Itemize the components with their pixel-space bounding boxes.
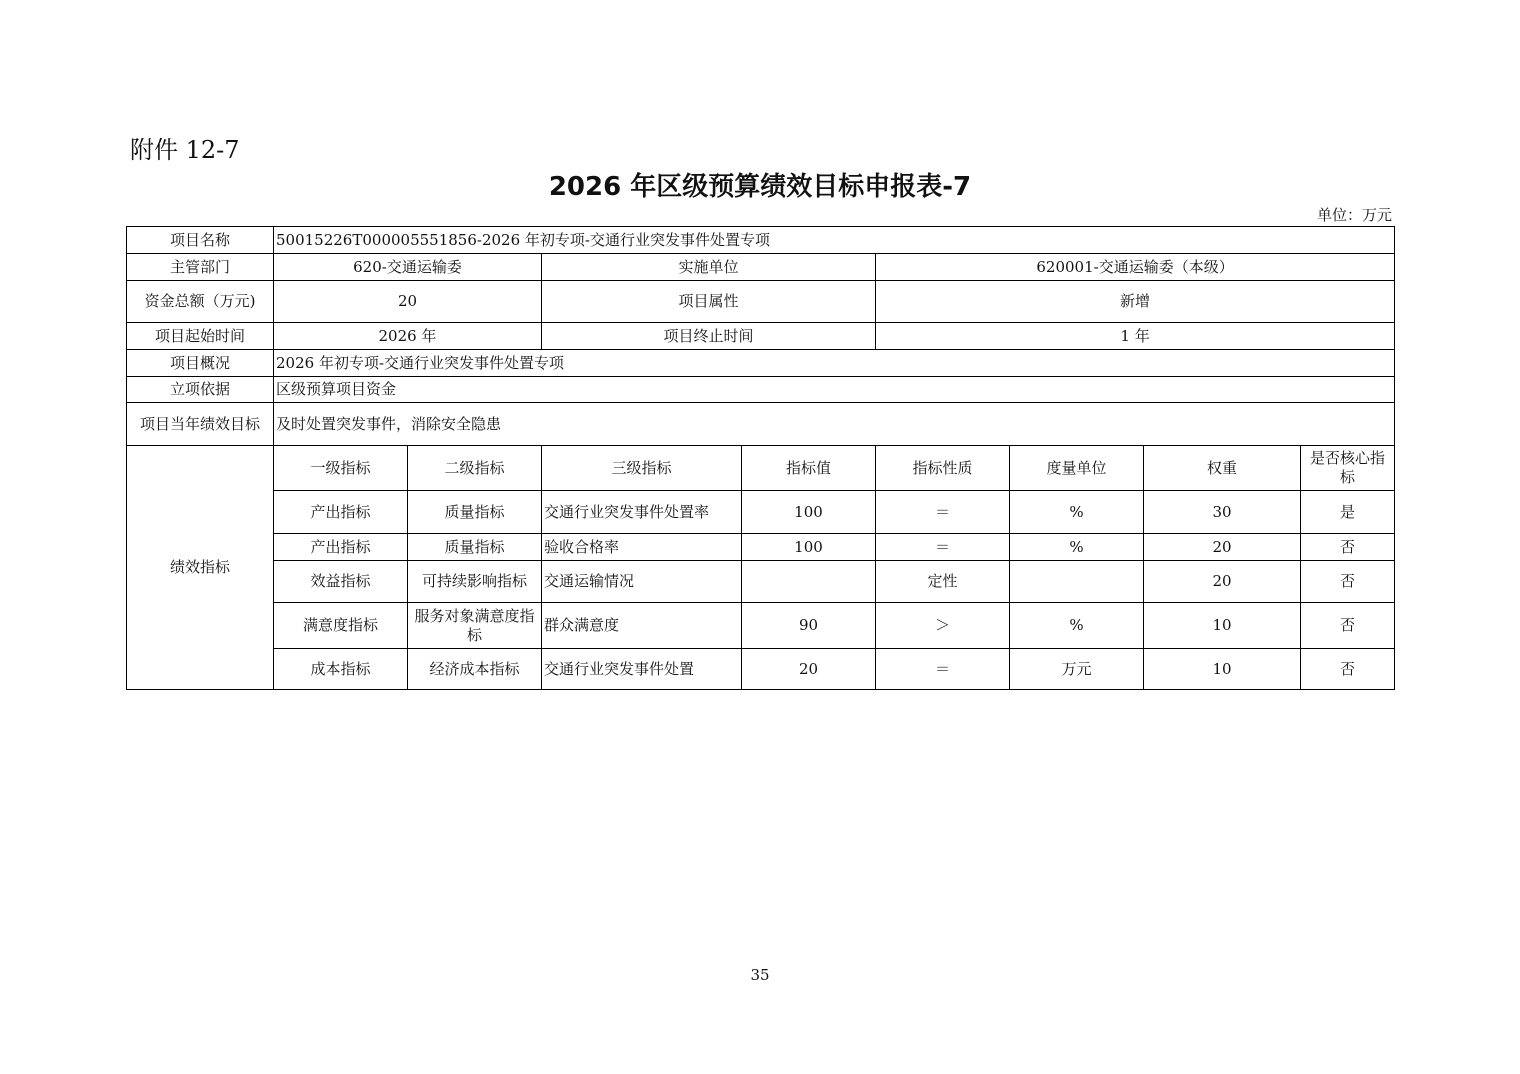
core-cell: 是 — [1301, 491, 1395, 534]
overview-value: 2026 年初专项-交通行业突发事件处置专项 — [274, 350, 1395, 377]
core-cell: 否 — [1301, 561, 1395, 603]
dept-label: 主管部门 — [127, 254, 274, 281]
basis-value: 区级预算项目资金 — [274, 377, 1395, 403]
row-basis — [127, 377, 1395, 403]
impl-value: 620001-交通运输委（本级） — [876, 254, 1395, 281]
level2-cell: 质量指标 — [408, 534, 542, 561]
core-cell: 否 — [1301, 534, 1395, 561]
fund-label: 资金总额（万元) — [127, 281, 274, 323]
impl-label: 实施单位 — [542, 254, 876, 281]
weight-cell: 20 — [1144, 561, 1301, 603]
document-title: 2026 年区级预算绩效目标申报表-7 — [548, 172, 972, 202]
level3-cell: 交通运输情况 — [542, 561, 742, 603]
level1-cell: 产出指标 — [274, 534, 408, 561]
nature-cell: 定性 — [876, 561, 1010, 603]
level1-cell: 产出指标 — [274, 491, 408, 534]
value-cell: 100 — [742, 534, 876, 561]
weight-cell: 30 — [1144, 491, 1301, 534]
row-department — [127, 254, 1395, 281]
start-value: 2026 年 — [274, 323, 542, 350]
dept-value: 620-交通运输委 — [274, 254, 542, 281]
performance-goal-table — [126, 226, 1395, 690]
level1-cell: 满意度指标 — [274, 603, 408, 649]
header-level3: 三级指标 — [542, 446, 742, 491]
indicator-row — [127, 603, 1395, 649]
nature-cell: ＝ — [876, 649, 1010, 690]
unit-cell — [1010, 561, 1144, 603]
indicator-header-row — [127, 446, 1395, 491]
level2-cell: 经济成本指标 — [408, 649, 542, 690]
unit-cell: % — [1010, 491, 1144, 534]
header-nature: 指标性质 — [876, 446, 1010, 491]
project-name-label: 项目名称 — [127, 227, 274, 254]
level3-cell: 验收合格率 — [542, 534, 742, 561]
row-overview — [127, 350, 1395, 377]
indicator-row — [127, 491, 1395, 534]
basis-label: 立项依据 — [127, 377, 274, 403]
nature-cell: ＝ — [876, 491, 1010, 534]
level3-cell: 交通行业突发事件处置 — [542, 649, 742, 690]
nature-cell: ＝ — [876, 534, 1010, 561]
project-name-value: 50015226T000005551856-2026 年初专项-交通行业突发事件处置专项 — [274, 227, 1395, 254]
weight-cell: 20 — [1144, 534, 1301, 561]
core-cell: 否 — [1301, 649, 1395, 690]
level2-cell: 服务对象满意度指标 — [408, 603, 542, 649]
unit-label: 单位：万元 — [1316, 206, 1392, 224]
value-cell: 100 — [742, 491, 876, 534]
value-cell — [742, 561, 876, 603]
value-cell: 20 — [742, 649, 876, 690]
start-label: 项目起始时间 — [127, 323, 274, 350]
unit-cell: 万元 — [1010, 649, 1144, 690]
indicator-row — [127, 561, 1395, 603]
unit-cell: % — [1010, 603, 1144, 649]
attr-value: 新增 — [876, 281, 1395, 323]
indicator-row — [127, 534, 1395, 561]
level3-cell: 群众满意度 — [542, 603, 742, 649]
level3-cell: 交通行业突发事件处置率 — [542, 491, 742, 534]
row-time — [127, 323, 1395, 350]
value-cell: 90 — [742, 603, 876, 649]
overview-label: 项目概况 — [127, 350, 274, 377]
level1-cell: 效益指标 — [274, 561, 408, 603]
goal-value: 及时处置突发事件，消除安全隐患 — [274, 403, 1395, 446]
header-core: 是否核心指标 — [1301, 446, 1395, 491]
level2-cell: 质量指标 — [408, 491, 542, 534]
attachment-label: 附件 12-7 — [130, 136, 240, 164]
header-value: 指标值 — [742, 446, 876, 491]
header-level2: 二级指标 — [408, 446, 542, 491]
indicator-row — [127, 649, 1395, 690]
row-fund — [127, 281, 1395, 323]
goal-label: 项目当年绩效目标 — [127, 403, 274, 446]
fund-value: 20 — [274, 281, 542, 323]
weight-cell: 10 — [1144, 603, 1301, 649]
unit-cell: % — [1010, 534, 1144, 561]
core-cell: 否 — [1301, 603, 1395, 649]
indicators-section-label: 绩效指标 — [127, 446, 274, 690]
level2-cell: 可持续影响指标 — [408, 561, 542, 603]
page-number: 35 — [750, 966, 770, 984]
row-goal — [127, 403, 1395, 446]
end-label: 项目终止时间 — [542, 323, 876, 350]
header-unit: 度量单位 — [1010, 446, 1144, 491]
header-weight: 权重 — [1144, 446, 1301, 491]
end-value: 1 年 — [876, 323, 1395, 350]
attr-label: 项目属性 — [542, 281, 876, 323]
header-level1: 一级指标 — [274, 446, 408, 491]
row-project-name — [127, 227, 1395, 254]
weight-cell: 10 — [1144, 649, 1301, 690]
nature-cell: ＞ — [876, 603, 1010, 649]
level1-cell: 成本指标 — [274, 649, 408, 690]
